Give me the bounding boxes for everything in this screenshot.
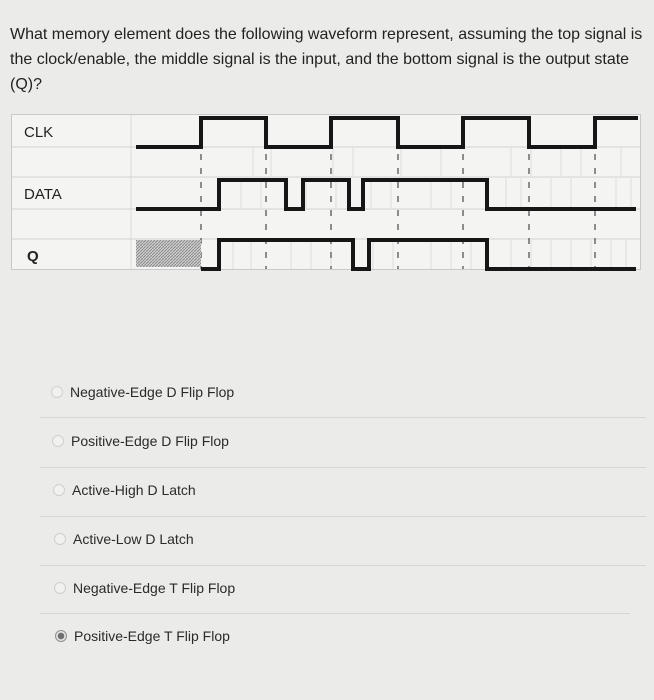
option-label: Negative-Edge D Flip Flop [70,384,235,400]
option-positive-edge-t-flip-flop[interactable] [0,618,654,658]
question-text: What memory element does the following waveform represent, assuming the top signal is the clock/enable, the middle signal is the input, and the bottom signal is the output state (Q)? [10,26,643,93]
option-negative-edge-t-flip-flop[interactable] [0,570,654,610]
radio-button[interactable] [51,386,63,398]
timing-diagram [11,114,641,274]
option-divider [40,565,646,566]
option-active-low-d-latch[interactable] [0,521,654,561]
option-divider [40,467,646,468]
option-divider [40,613,630,614]
radio-button[interactable] [52,435,64,447]
option-label: Negative-Edge T Flip Flop [73,580,236,596]
option-divider [40,516,646,517]
option-active-high-d-latch[interactable] [0,472,654,512]
option-positive-edge-d-flip-flop[interactable] [0,423,654,463]
radio-button[interactable] [53,484,65,496]
option-divider [40,417,646,418]
option-negative-edge-d-flip-flop[interactable] [0,374,654,414]
signal-label-q: Q [27,248,39,265]
diagram-frame [12,115,641,270]
radio-button[interactable] [54,533,66,545]
option-label: Positive-Edge T Flip Flop [74,628,230,644]
radio-button-selected[interactable] [55,630,67,642]
signal-label-data: DATA [24,186,62,203]
signal-label-clk: CLK [24,124,54,141]
q-unknown-region [136,240,201,267]
radio-button[interactable] [54,582,66,594]
option-label: Active-High D Latch [72,482,196,498]
option-label: Active-Low D Latch [73,531,194,547]
option-label: Positive-Edge D Flip Flop [71,433,229,449]
